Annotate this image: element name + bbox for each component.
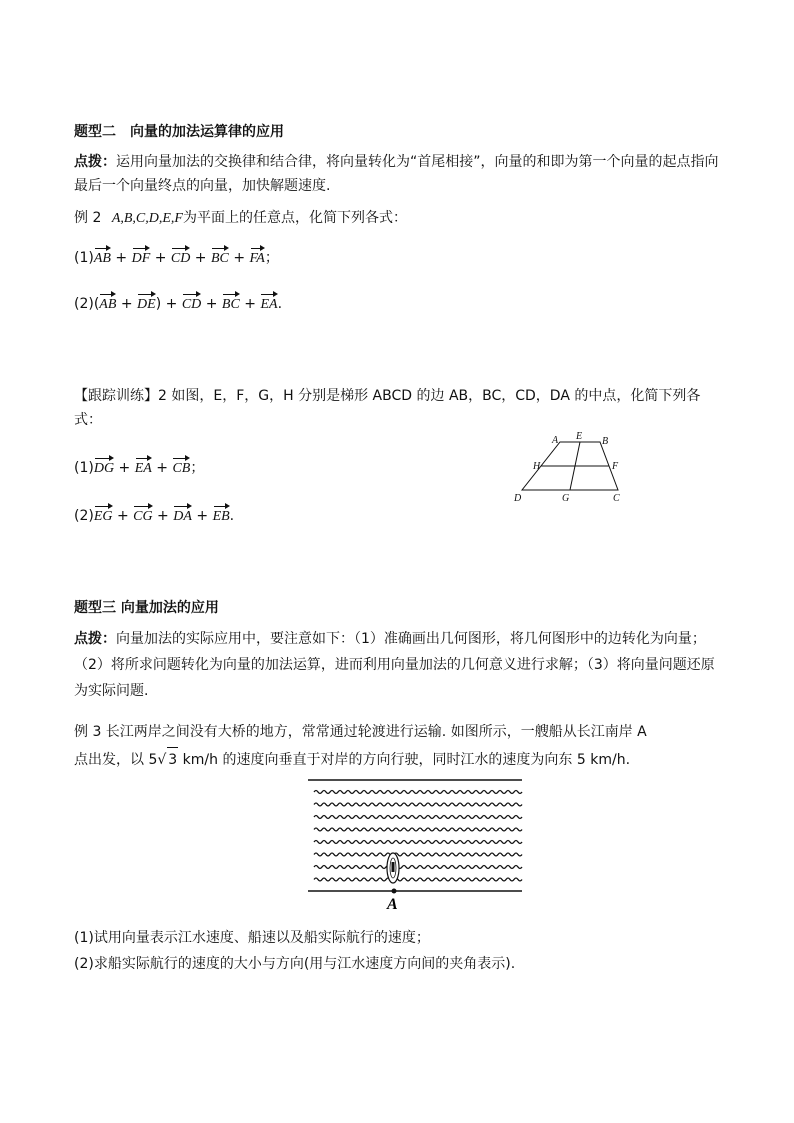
wave-line (314, 878, 522, 881)
example3-line2 (74, 747, 630, 772)
river-figure (300, 776, 530, 914)
vector: BC (222, 293, 240, 317)
tip-text: 向量加法的实际应用中，要注意如下：（1）准确画出几何图形，将几何图形中的边转化为向量；（2）将所求问题转化为向量的加法运算，进而利用向量加法的几何意义进行求解；（3）将向量问题还原为实际问题. (74, 631, 715, 699)
wave-line (314, 841, 522, 844)
label-d: D (514, 493, 522, 504)
practice-q1: (1)DG + EA + CB； (74, 456, 204, 481)
vector: EA (260, 293, 277, 317)
wave-line (314, 828, 522, 831)
example3-q2: (2)求船实际航行的速度的大小与方向(用与江水速度方向间的夹角表示). (74, 956, 516, 972)
example-text: km/h 的速度向垂直于对岸的方向行驶，同时江水的速度为向东 5 km/h. (178, 752, 631, 768)
practice-label: 【跟踪训练】2 (74, 388, 167, 404)
label-a: A (552, 435, 559, 446)
practice-body: 如图，E，F，G，H 分别是梯形 ABCD 的边 AB，BC，CD，DA 的中点，化简下列各式： (74, 388, 701, 428)
section2-heading: 题型二 向量的加法运算律的应用 (74, 124, 284, 140)
label-c: C (613, 493, 620, 504)
tip-label: 点拨： (74, 631, 116, 647)
vector: DG (94, 457, 114, 481)
q-prefix: (1) (74, 460, 94, 476)
q-end: . (277, 296, 283, 312)
vector: EB (213, 505, 230, 529)
vector: DA (173, 505, 192, 529)
q-end: ； (190, 460, 205, 476)
vector: EG (94, 505, 113, 529)
example-text: 点出发，以 5 (74, 752, 158, 768)
wave-line (314, 866, 522, 869)
label-e: E (576, 431, 583, 442)
label-a: A (387, 896, 398, 913)
practice-q2: (2)EG + CG + DA + EB. (74, 504, 234, 529)
tip-label: 点拨： (74, 154, 116, 170)
vector: CB (172, 457, 190, 481)
wave-line (314, 791, 522, 794)
label-b: B (602, 436, 609, 447)
label-g: G (562, 493, 570, 504)
example2-q1: (1)AB + DF + CD + BC + FA； (74, 246, 279, 271)
practice-text (74, 384, 724, 432)
vector: AB (94, 247, 111, 271)
boat-icon (387, 853, 399, 883)
example-points: A,B,C,D,E,F (111, 211, 183, 226)
example2 (74, 206, 407, 231)
vector: EA (135, 457, 152, 481)
q-prefix: (2)( (74, 296, 100, 312)
trapezoid-figure (508, 430, 628, 510)
vector: DF (132, 247, 151, 271)
example3-line1: 例 3 长江两岸之间没有大桥的地方，常常通过轮渡进行运输. 如图所示，一艘船从长江南岸 A (74, 724, 647, 740)
vector: DE (137, 293, 156, 317)
sqrt-symbol: √ (157, 752, 167, 768)
section3-heading: 题型三 向量加法的应用 (74, 600, 219, 616)
point-a (392, 889, 397, 894)
q-end: ； (264, 250, 279, 266)
label-f: F (612, 461, 619, 472)
label-h: H (533, 461, 541, 472)
section2-tip (74, 150, 724, 198)
q-end: . (229, 508, 235, 524)
paren-close: ) (155, 296, 162, 312)
tip-text: 运用向量加法的交换律和结合律，将向量转化为“首尾相接”，向量的和即为第一个向量的起点指向最后一个向量终点的向量，加快解题速度. (74, 154, 719, 194)
wave-line (314, 853, 522, 856)
example2-q2: (2)(AB + DE) + CD + BC + EA. (74, 292, 282, 317)
vector: AB (99, 293, 116, 317)
section3-tip (74, 626, 724, 704)
sqrt-radicand: 3 (167, 747, 178, 772)
vector: BC (211, 247, 229, 271)
example3-q1: (1)试用向量表示江水速度、船速以及船实际航行的速度； (74, 930, 430, 946)
vector: CG (133, 505, 152, 529)
wave-line (314, 816, 522, 819)
wave-line (314, 803, 522, 806)
vector: CD (171, 247, 190, 271)
river-waves (314, 791, 522, 882)
vector: FA (250, 247, 265, 271)
vector: CD (182, 293, 201, 317)
example-label: 例 2 (74, 210, 102, 226)
example-text: 为平面上的任意点，化简下列各式： (182, 210, 407, 226)
q-prefix: (2) (74, 508, 94, 524)
q-prefix: (1) (74, 250, 94, 266)
